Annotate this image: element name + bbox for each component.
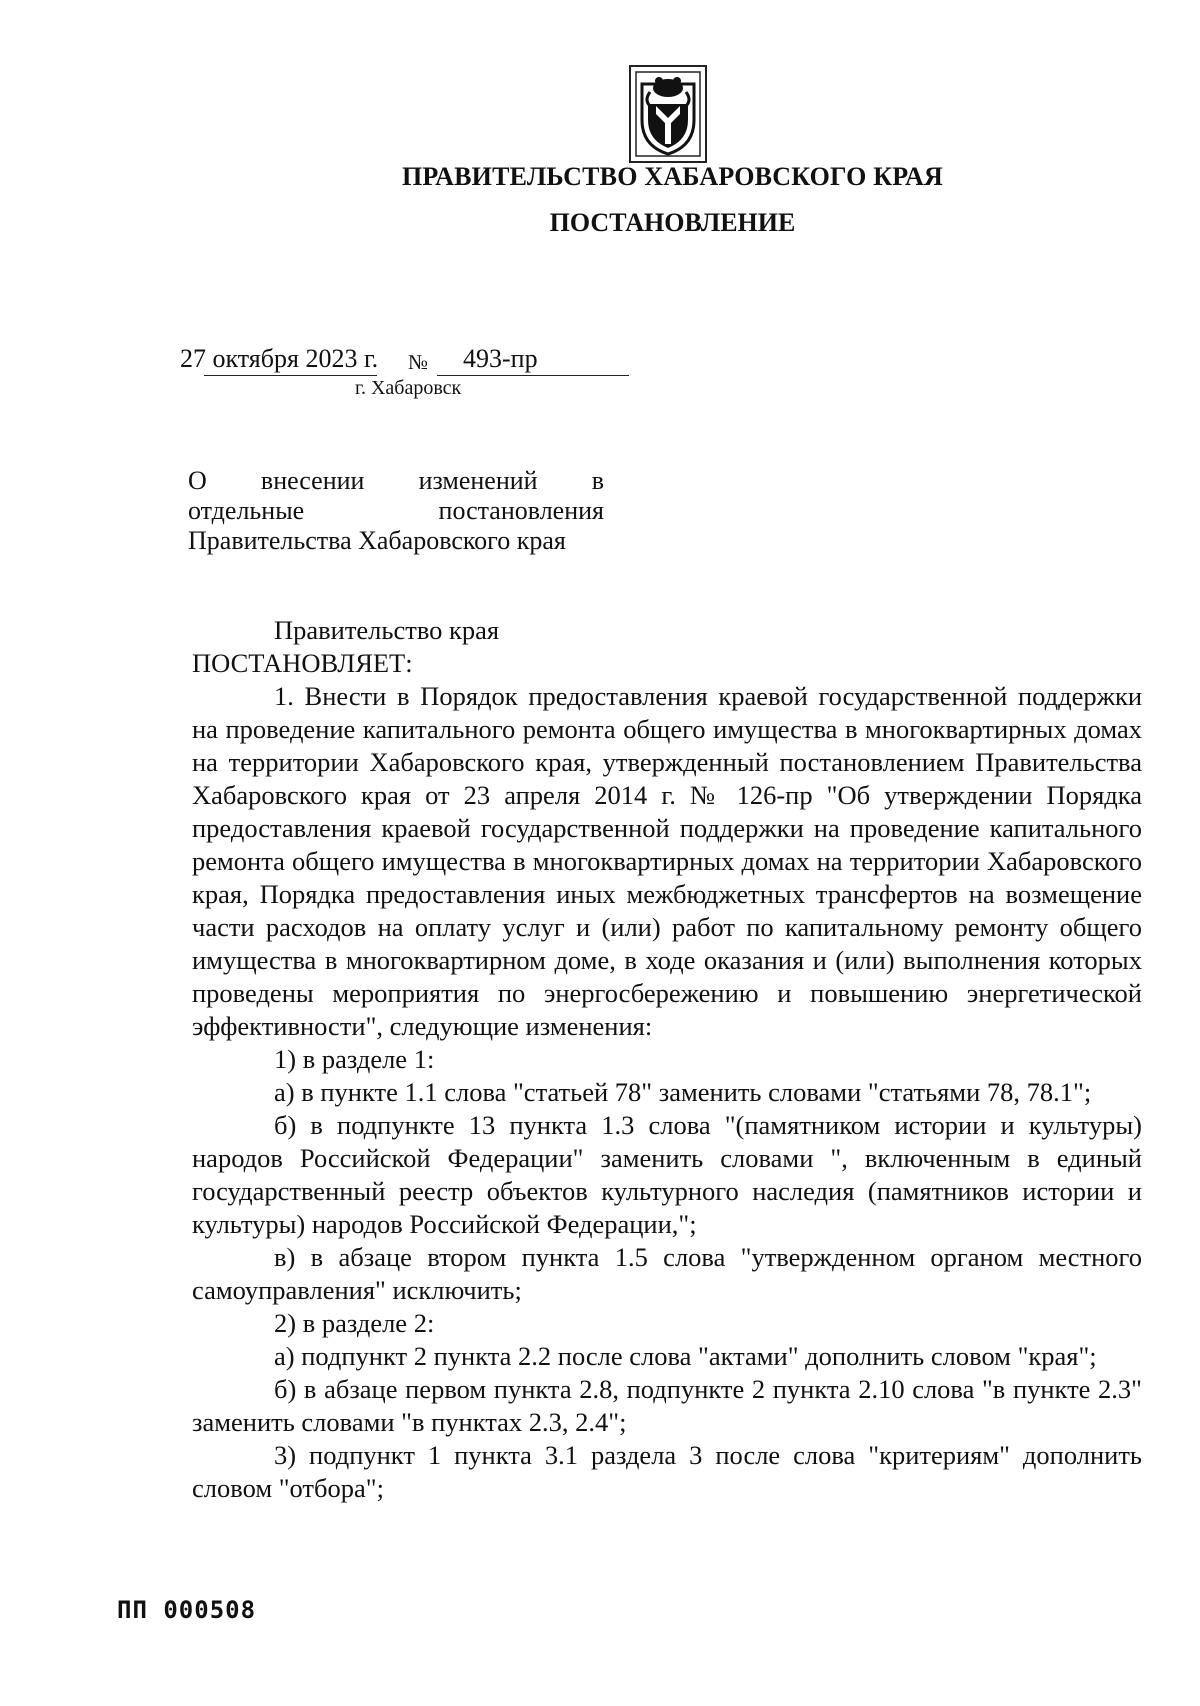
paragraph: 3) подпункт 1 пункта 3.1 раздела 3 после слова "критериям" дополнить словом "отбора"; — [192, 1440, 1142, 1503]
preamble: Правительство края — [274, 615, 500, 645]
paragraph: а) в пункте 1.1 слова "статьей 78" заменить словами "статьями 78, 78.1"; — [274, 1077, 1092, 1107]
paragraph: б) в абзаце первом пункта 2.8, подпункте 2 пункта 2.10 слова "в пункте 2.3" заменить словами "в пунктах 2.3, 2.4"; — [192, 1374, 1142, 1437]
paragraph: 1) в разделе 1: — [274, 1044, 435, 1074]
number-underline — [437, 375, 629, 376]
khabarovsk-krai-coat-of-arms-icon — [626, 62, 710, 166]
document-body — [192, 614, 1142, 1505]
paragraph: 2) в разделе 2: — [274, 1308, 435, 1338]
paragraph: а) подпункт 2 пункта 2.2 после слова "актами" дополнить словом "края"; — [274, 1341, 1097, 1371]
paragraph: 1. Внести в Порядок предоставления краевой государственной поддержки на проведение капитального ремонта общего имущества в многоквартирных домах на территории Хабаровского края, утвержденный постановлением Правительства Хабаровского края от 23 апреля 2014 г. № 126-пр "Об утверждении Порядка предоставления краевой государственной поддержки на проведение капитального ремонта общего имущества в многоквартирных домах на территории Хабаровского края, Порядка предоставления иных межбюджетных трансфертов на возмещение части расходов на оплату услуг и (или) работ по капитальному ремонту общего имущества в многоквартирном доме, в ходе оказания и (или) выполнения которых проведены мероприятия по энергосбережению и повышению энергетической эффективности", следующие изменения: — [192, 681, 1142, 1041]
resolves-heading: ПОСТАНОВЛЯЕТ: — [192, 648, 413, 678]
number-sign: № — [408, 350, 429, 374]
organization-title: ПРАВИТЕЛЬСТВО ХАБАРОВСКОГО КРАЯ — [401, 162, 943, 191]
subject-line: О внесении изменений в — [188, 466, 604, 495]
paragraph: в) в абзаце втором пункта 1.5 слова "утвержденном органом местного самоуправления" исключить; — [192, 1242, 1142, 1305]
document-subject — [188, 466, 604, 556]
document-date: 27 октября 2023 г. — [180, 344, 379, 373]
subject-line: Правительства Хабаровского края — [188, 526, 566, 555]
document-type-title: ПОСТАНОВЛЕНИЕ — [549, 208, 796, 237]
document-city: г. Хабаровск — [355, 377, 462, 399]
paragraph: б) в подпункте 13 пункта 1.3 слова "(памятником истории и культуры) народов Российской Федерации" заменить словами ", включенным в единый государственный реестр объектов культурного наследия (памятников истории и культуры) народов Российской Федерации,"; — [192, 1110, 1142, 1239]
date-underline — [204, 375, 377, 376]
document-number: 493-пр — [463, 344, 538, 373]
subject-line: отдельные постановления — [188, 496, 604, 525]
form-code: ПП 000508 — [117, 1596, 257, 1624]
